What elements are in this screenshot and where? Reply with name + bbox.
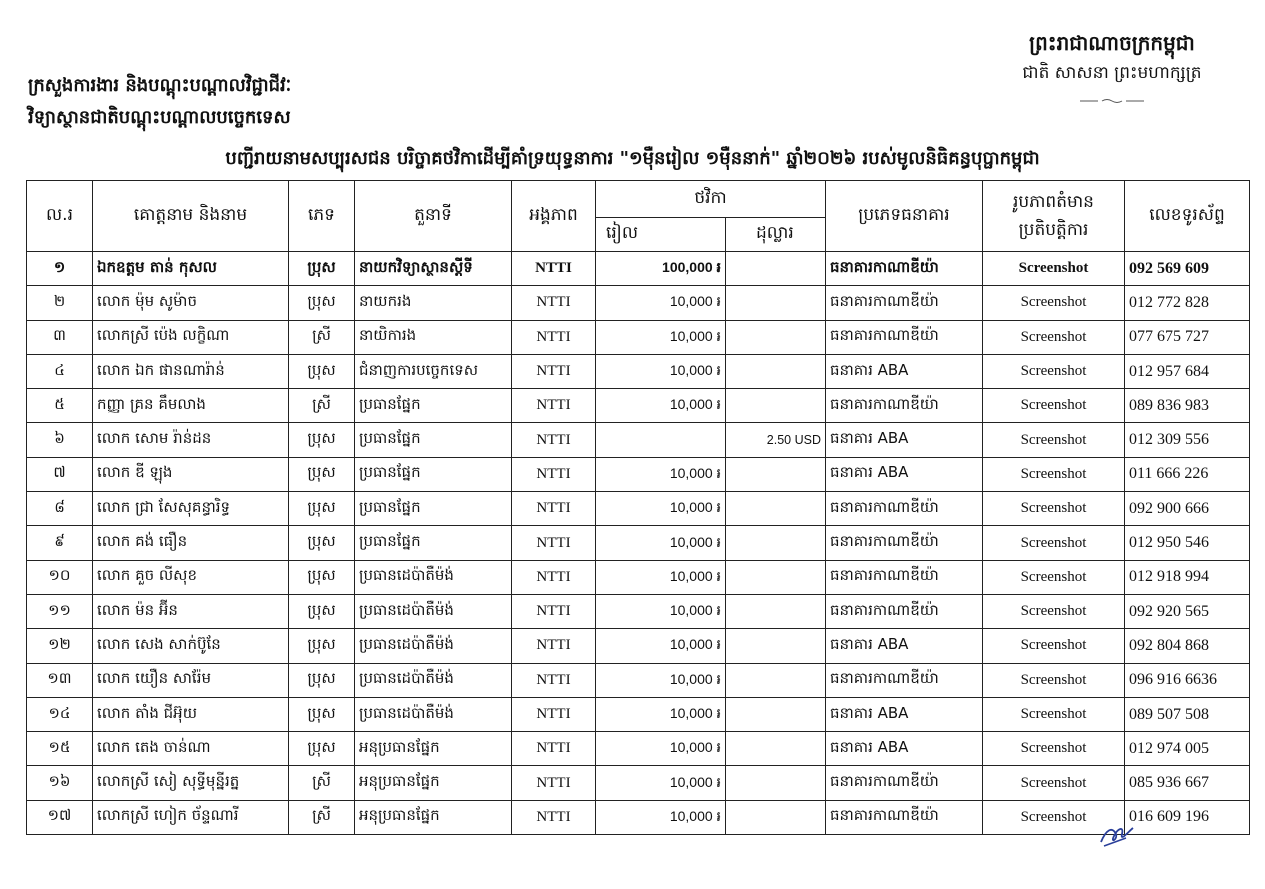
table-row [27, 252, 1250, 286]
cell-evidence: Screenshot [983, 560, 1125, 594]
cell-position: ប្រធានដេប៉ាតឺម៉ង់ [355, 697, 512, 731]
cell-name: លោក តាំង ជីអ៊ុយ [93, 697, 289, 731]
cell-bank: ធនាគារកាណាឌីយ៉ា [826, 286, 983, 320]
cell-usd [726, 766, 826, 800]
cell-usd [726, 320, 826, 354]
cell-org: NTTI [512, 594, 596, 628]
cell-usd [726, 457, 826, 491]
cell-evidence: Screenshot [983, 423, 1125, 457]
cell-phone: 092 804 868 [1125, 629, 1250, 663]
ministry-name: ក្រសួងការងារ និងបណ្តុះបណ្តាលវិជ្ជាជីវៈ [28, 75, 292, 96]
cell-name: លោកស្រី សៀ សុទ្ធីមុន្នីរត្ន [93, 766, 289, 800]
cell-bank: ធនាគារកាណាឌីយ៉ា [826, 252, 983, 286]
cell-evidence: Screenshot [983, 389, 1125, 423]
cell-phone: 092 920 565 [1125, 594, 1250, 628]
cell-phone: 012 957 684 [1125, 354, 1250, 388]
cell-no: ១៣ [27, 663, 93, 697]
cell-evidence: Screenshot [983, 697, 1125, 731]
table-row [27, 526, 1250, 560]
cell-position: ជំនាញការបច្ចេកទេស [355, 354, 512, 388]
cell-bank: ធនាគារ ABA [826, 423, 983, 457]
cell-bank: ធនាគារកាណាឌីយ៉ា [826, 320, 983, 354]
cell-sex: ប្រុស [289, 457, 355, 491]
cell-org: NTTI [512, 320, 596, 354]
cell-bank: ធនាគារកាណាឌីយ៉ា [826, 560, 983, 594]
cell-position: នាយិការង [355, 320, 512, 354]
col-header-evidence-line1: រូបភាពតំមាន [1013, 192, 1094, 212]
document-title: បញ្ជីរាយនាមសប្បុរសជន បរិច្ចាគថវិកាដើម្បីគាំទ្រយុទ្ធនាការ "១ម៉ឺនរៀល ១ម៉ឺននាក់" ឆ្នាំ២០២៦ របស់មូលនិធិគន្ធបុប្ផាកម្ពុជា [225, 148, 1040, 169]
cell-org: NTTI [512, 492, 596, 526]
cell-riel: 10,000 ៛ [596, 800, 726, 834]
cell-usd [726, 732, 826, 766]
cell-evidence: Screenshot [983, 252, 1125, 286]
cell-sex: ប្រុស [289, 697, 355, 731]
cell-sex: ប្រុស [289, 286, 355, 320]
cell-evidence: Screenshot [983, 286, 1125, 320]
cell-org: NTTI [512, 389, 596, 423]
cell-usd [726, 663, 826, 697]
cell-riel: 10,000 ៛ [596, 492, 726, 526]
table-row [27, 354, 1250, 388]
cell-phone: 092 569 609 [1125, 252, 1250, 286]
cell-bank: ធនាគារ ABA [826, 629, 983, 663]
cell-riel: 10,000 ៛ [596, 766, 726, 800]
col-header-org: អង្គភាព [512, 181, 596, 252]
col-header-name: គោត្តនាម និងនាម [93, 181, 289, 252]
cell-sex: ប្រុស [289, 423, 355, 457]
col-header-usd: ដុល្លារ [726, 218, 826, 252]
cell-org: NTTI [512, 457, 596, 491]
cell-evidence: Screenshot [983, 766, 1125, 800]
cell-sex: ស្រី [289, 320, 355, 354]
cell-org: NTTI [512, 800, 596, 834]
cell-no: ១០ [27, 560, 93, 594]
cell-org: NTTI [512, 560, 596, 594]
cell-no: ៦ [27, 423, 93, 457]
cell-bank: ធនាគារកាណាឌីយ៉ា [826, 663, 983, 697]
national-motto: ជាតិ សាសនា ព្រះមហាក្សត្រ [1022, 63, 1202, 83]
cell-riel: 10,000 ៛ [596, 286, 726, 320]
cell-no: ១ [27, 252, 93, 286]
cell-org: NTTI [512, 766, 596, 800]
table-row [27, 389, 1250, 423]
cell-riel: 10,000 ៛ [596, 457, 726, 491]
table-row [27, 800, 1250, 834]
cell-sex: ប្រុស [289, 526, 355, 560]
cell-evidence: Screenshot [983, 629, 1125, 663]
cell-usd [726, 354, 826, 388]
cell-name: លោក ឯក ផានណារ៉ាន់ [93, 354, 289, 388]
cell-riel [596, 423, 726, 457]
table-row [27, 320, 1250, 354]
cell-no: ៥ [27, 389, 93, 423]
cell-bank: ធនាគារ ABA [826, 697, 983, 731]
cell-phone: 012 950 546 [1125, 526, 1250, 560]
cell-org: NTTI [512, 526, 596, 560]
cell-usd [726, 560, 826, 594]
col-header-riel: រៀល [596, 218, 726, 252]
cell-position: ប្រធានដេប៉ាតឺម៉ង់ [355, 594, 512, 628]
cell-name: លោក តេង ចាន់ណា [93, 732, 289, 766]
cell-bank: ធនាគារកាណាឌីយ៉ា [826, 766, 983, 800]
cell-sex: ប្រុស [289, 354, 355, 388]
signature-icon [1098, 820, 1136, 850]
cell-name: លោក សោម រ៉ាន់ដន [93, 423, 289, 457]
col-header-no: ល.រ [27, 181, 93, 252]
cell-no: ១៥ [27, 732, 93, 766]
cell-usd [726, 629, 826, 663]
table-row [27, 697, 1250, 731]
cell-sex: ប្រុស [289, 560, 355, 594]
cell-position: ប្រធានដេប៉ាតឺម៉ង់ [355, 629, 512, 663]
cell-position: អនុប្រធានផ្នែក [355, 732, 512, 766]
cell-riel: 10,000 ៛ [596, 697, 726, 731]
cell-no: ១៤ [27, 697, 93, 731]
cell-position: ប្រធានផ្នែក [355, 389, 512, 423]
col-header-evidence [983, 181, 1125, 252]
cell-phone: 012 918 994 [1125, 560, 1250, 594]
cell-org: NTTI [512, 732, 596, 766]
cell-riel: 10,000 ៛ [596, 629, 726, 663]
cell-phone: 012 309 556 [1125, 423, 1250, 457]
cell-usd [726, 286, 826, 320]
cell-org: NTTI [512, 286, 596, 320]
cell-usd [726, 697, 826, 731]
cell-bank: ធនាគារ ABA [826, 732, 983, 766]
cell-org: NTTI [512, 697, 596, 731]
kingdom-name: ព្រះរាជាណាចក្រកម្ពុជា [1029, 31, 1195, 55]
cell-riel: 10,000 ៛ [596, 389, 726, 423]
cell-no: ១៧ [27, 800, 93, 834]
cell-no: ៧ [27, 457, 93, 491]
cell-position: អនុប្រធានផ្នែក [355, 766, 512, 800]
cell-sex: ប្រុស [289, 492, 355, 526]
cell-name: លោក គង់ ធឿន [93, 526, 289, 560]
cell-usd [726, 492, 826, 526]
cell-name: ឯកឧត្តម តាន់ កុសល [93, 252, 289, 286]
cell-name: លោក ម៉ន អ៊ីន [93, 594, 289, 628]
cell-position: នាយករង [355, 286, 512, 320]
cell-name: លោក ឌី ឡុង [93, 457, 289, 491]
cell-usd [726, 389, 826, 423]
cell-name: លោក ម៉ុម សូម៉ាច [93, 286, 289, 320]
cell-phone: 085 936 667 [1125, 766, 1250, 800]
cell-org: NTTI [512, 423, 596, 457]
cell-position: ប្រធានដេប៉ាតឺម៉ង់ [355, 663, 512, 697]
cell-evidence: Screenshot [983, 732, 1125, 766]
institution-header [28, 70, 291, 134]
cell-riel: 10,000 ៛ [596, 354, 726, 388]
table-row [27, 732, 1250, 766]
cell-evidence: Screenshot [983, 526, 1125, 560]
donor-rows [27, 252, 1250, 835]
cell-org: NTTI [512, 629, 596, 663]
cell-no: ៩ [27, 526, 93, 560]
cell-name: លោក ជ្រា សែសុគន្ធារិទ្ធ [93, 492, 289, 526]
cell-sex: ប្រុស [289, 732, 355, 766]
cell-phone: 096 916 6636 [1125, 663, 1250, 697]
table-row [27, 663, 1250, 697]
col-header-phone: លេខទូរស័ព្ទ [1125, 181, 1250, 252]
cell-position: ប្រធានផ្នែក [355, 492, 512, 526]
cell-evidence: Screenshot [983, 492, 1125, 526]
cell-position: នាយកវិទ្យាស្ថានស្តីទី [355, 252, 512, 286]
cell-name: លោក គួច លីសុខ [93, 560, 289, 594]
col-header-evidence-line2: ប្រតិបត្តិការ [1018, 220, 1089, 240]
cell-usd [726, 526, 826, 560]
cell-sex: ប្រុស [289, 663, 355, 697]
cell-evidence: Screenshot [983, 594, 1125, 628]
national-header [997, 28, 1227, 104]
cell-no: ៨ [27, 492, 93, 526]
cell-org: NTTI [512, 252, 596, 286]
cell-position: អនុប្រធានផ្នែក [355, 800, 512, 834]
table-row [27, 457, 1250, 491]
table-row [27, 629, 1250, 663]
cell-name: លោក យឿន សារ៉ែម [93, 663, 289, 697]
col-header-sex: ភេទ [289, 181, 355, 252]
cell-usd [726, 800, 826, 834]
cell-riel: 10,000 ៛ [596, 526, 726, 560]
cell-bank: ធនាគារ ABA [826, 354, 983, 388]
cell-phone: 016 609 196 [1125, 800, 1250, 834]
table-row [27, 766, 1250, 800]
cell-bank: ធនាគារកាណាឌីយ៉ា [826, 526, 983, 560]
cell-no: ១៦ [27, 766, 93, 800]
ornament-divider-icon [1080, 98, 1144, 104]
cell-name: លោកស្រី ហៀក ច័ន្ទណារី [93, 800, 289, 834]
cell-phone: 089 507 508 [1125, 697, 1250, 731]
cell-sex: ស្រី [289, 766, 355, 800]
cell-name: លោកស្រី ប៉េង លក្ខិណា [93, 320, 289, 354]
cell-sex: ប្រុស [289, 252, 355, 286]
cell-no: ២ [27, 286, 93, 320]
cell-position: ប្រធានផ្នែក [355, 526, 512, 560]
cell-bank: ធនាគារកាណាឌីយ៉ា [826, 800, 983, 834]
cell-riel: 10,000 ៛ [596, 594, 726, 628]
table-row [27, 423, 1250, 457]
cell-sex: ប្រុស [289, 629, 355, 663]
cell-no: ៤ [27, 354, 93, 388]
cell-riel: 10,000 ៛ [596, 560, 726, 594]
cell-phone: 077 675 727 [1125, 320, 1250, 354]
cell-usd [726, 594, 826, 628]
cell-org: NTTI [512, 354, 596, 388]
cell-phone: 012 772 828 [1125, 286, 1250, 320]
col-header-position: តួនាទី [355, 181, 512, 252]
cell-no: ៣ [27, 320, 93, 354]
cell-evidence: Screenshot [983, 663, 1125, 697]
cell-no: ១២ [27, 629, 93, 663]
cell-riel: 10,000 ៛ [596, 663, 726, 697]
cell-phone: 011 666 226 [1125, 457, 1250, 491]
cell-riel: 10,000 ៛ [596, 320, 726, 354]
cell-evidence: Screenshot [983, 354, 1125, 388]
cell-riel: 10,000 ៛ [596, 732, 726, 766]
cell-no: ១១ [27, 594, 93, 628]
table-row [27, 286, 1250, 320]
cell-phone: 089 836 983 [1125, 389, 1250, 423]
cell-evidence: Screenshot [983, 320, 1125, 354]
cell-riel: 100,000 ៛ [596, 252, 726, 286]
table-row [27, 492, 1250, 526]
cell-usd: 2.50 USD [726, 423, 826, 457]
cell-name: លោក សេង សាក់ប៊ូនែ [93, 629, 289, 663]
cell-bank: ធនាគារ ABA [826, 457, 983, 491]
cell-usd [726, 252, 826, 286]
cell-position: ប្រធានផ្នែក [355, 423, 512, 457]
table-row [27, 560, 1250, 594]
col-header-amount: ថវិកា [596, 181, 826, 218]
cell-bank: ធនាគារកាណាឌីយ៉ា [826, 492, 983, 526]
cell-sex: ស្រី [289, 389, 355, 423]
cell-bank: ធនាគារកាណាឌីយ៉ា [826, 389, 983, 423]
cell-phone: 012 974 005 [1125, 732, 1250, 766]
col-header-bank: ប្រភេទធនាគារ [826, 181, 983, 252]
cell-evidence: Screenshot [983, 457, 1125, 491]
cell-name: កញ្ញា គ្រន គឹមលាង [93, 389, 289, 423]
cell-sex: ស្រី [289, 800, 355, 834]
cell-evidence: Screenshot [983, 800, 1125, 834]
table-row [27, 594, 1250, 628]
donor-table [26, 180, 1250, 835]
cell-position: ប្រធានផ្នែក [355, 457, 512, 491]
cell-bank: ធនាគារកាណាឌីយ៉ា [826, 594, 983, 628]
cell-org: NTTI [512, 663, 596, 697]
institute-name: វិទ្យាស្ថានជាតិបណ្តុះបណ្តាលបច្ចេកទេស [28, 107, 291, 128]
cell-phone: 092 900 666 [1125, 492, 1250, 526]
cell-sex: ប្រុស [289, 594, 355, 628]
cell-position: ប្រធានដេប៉ាតឺម៉ង់ [355, 560, 512, 594]
